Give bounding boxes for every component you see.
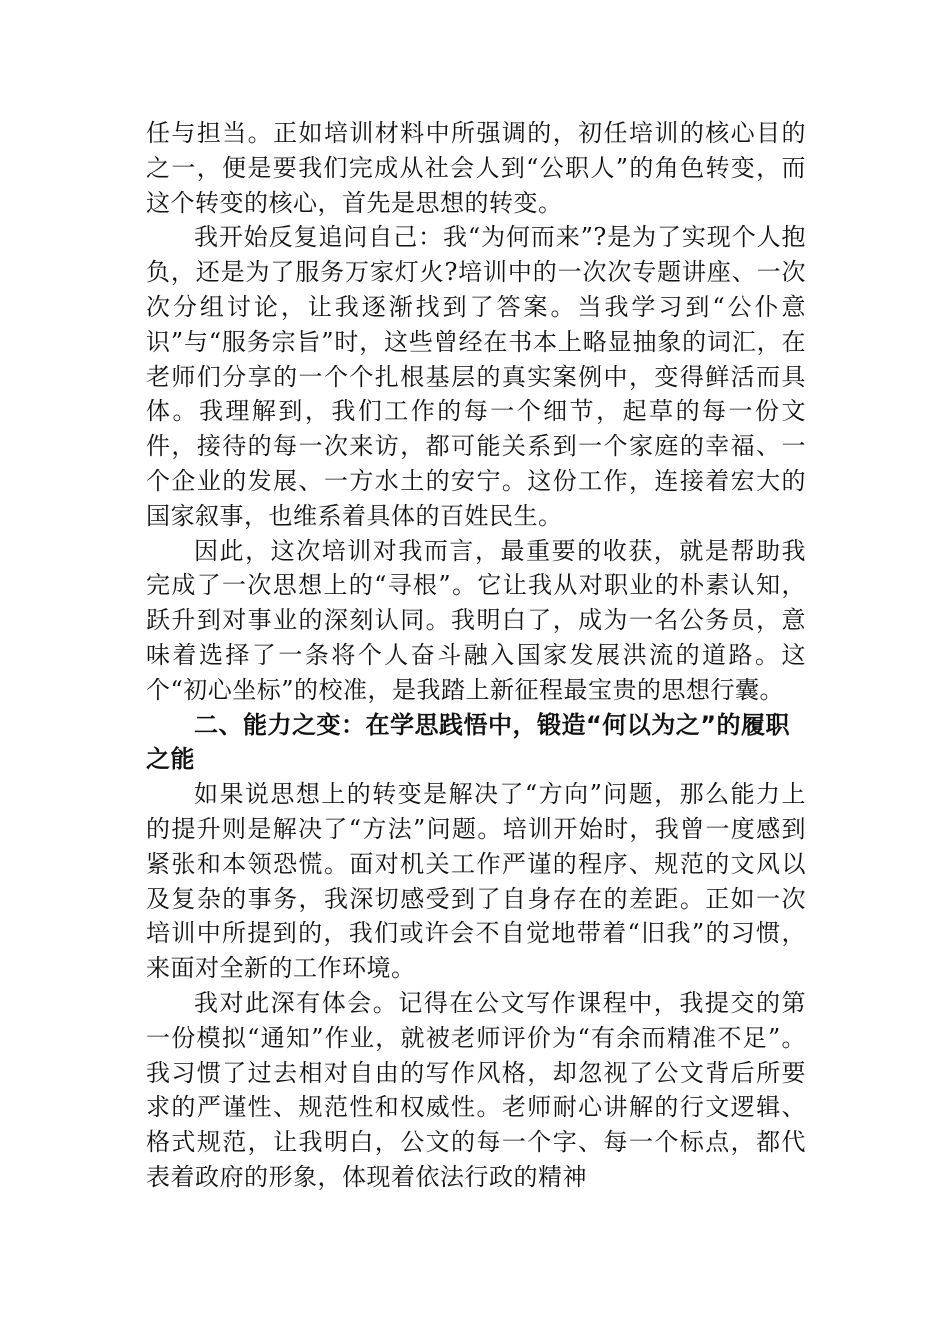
section-heading-ability: 二、能力之变：在学思践悟中，锻造“何以为之”的履职之能 — [146, 710, 791, 774]
paragraph-root-seeking: 因此，这次培训对我而言，最重要的收获，就是帮助我完成了一次思想上的“寻根”。它让我从对职业的朴素认知，跃升到对事业的深刻认同。我明白了，成为一名公务员，意味着选择了一条将个人奋斗融入国家发展洪流的道路。这个“初心坐标”的校准，是我踏上新征程最宝贵的思想行囊。 — [146, 536, 806, 704]
paragraph-writing-course: 我对此深有体会。记得在公文写作课程中，我提交的第一份模拟“通知”作业，就被老师评价为“有余而精准不足”。我习惯了过去相对自由的写作风格，却忽视了公文背后所要求的严谨性、规范性和权威性。老师耐心讲解的行文逻辑、格式规范，让我明白，公文的每一个字、每一个标点，都代表着政府的形象，体现着依法行政的精神 — [146, 988, 806, 1191]
document-body — [146, 116, 806, 1195]
paragraph-continued: 任与担当。正如培训材料中所强调的，初任培训的核心目的之一，便是要我们完成从社会人到“公职人”的角色转变，而这个转变的核心，首先是思想的转变。 — [146, 119, 806, 217]
paragraph-ability-intro: 如果说思想上的转变是解决了“方向”问题，那么能力上的提升则是解决了“方法”问题。培训开始时，我曾一度感到紧张和本领恐慌。面对机关工作严谨的程序、规范的文风以及复杂的事务，我深切感受到了自身存在的差距。正如一次培训中所提到的，我们或许会不自觉地带着“旧我”的习惯，来面对全新的工作环境。 — [146, 780, 806, 983]
paragraph-purpose: 我开始反复追问自己：我“为何而来”?是为了实现个人抱负，还是为了服务万家灯火?培训中的一次次专题讲座、一次次分组讨论，让我逐渐找到了答案。当我学习到“公仆意识”与“服务宗旨”时，这些曾经在书本上略显抽象的词汇，在老师们分享的一个个扎根基层的真实案例中，变得鲜活而具体。我理解到，我们工作的每一个细节，起草的每一份文件，接待的每一次来访，都可能关系到一个家庭的幸福、一个企业的发展、一方水土的安宁。这份工作，连接着宏大的国家叙事，也维系着具体的百姓民生。 — [146, 223, 806, 530]
